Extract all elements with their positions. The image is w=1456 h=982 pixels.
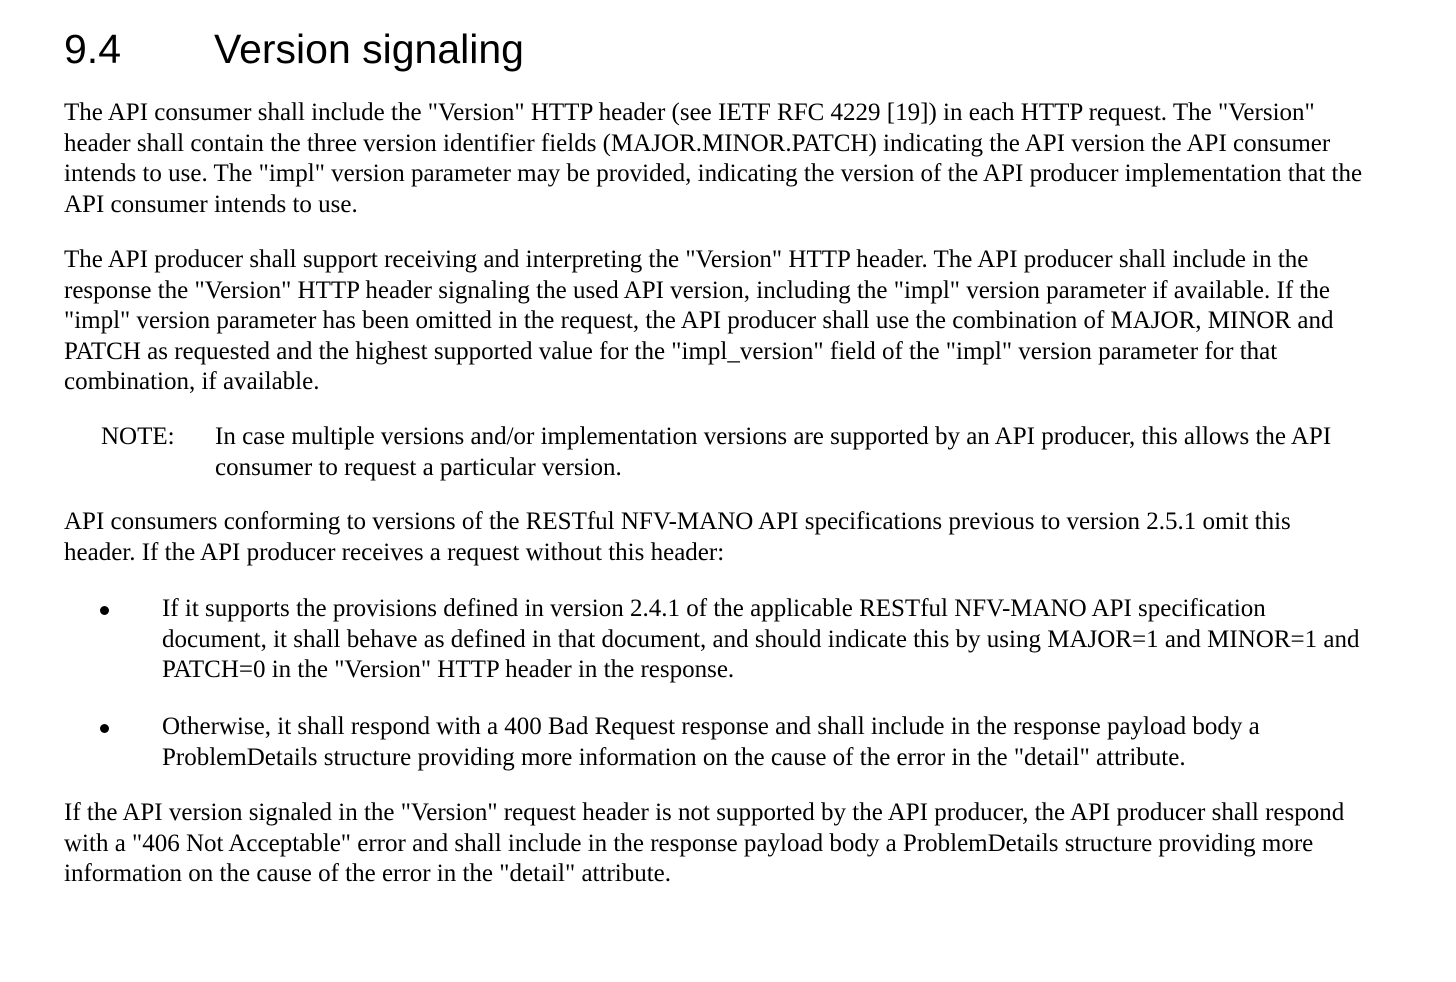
paragraph-version-header: The API consumer shall include the "Version" HTTP header (see IETF RFC 4229 [19]) in each HTTP request. The "Version" header shall contain the three version identifier fields (MAJOR.MINOR.PATCH) indicating the API version the API consumer intends to use. The "impl" version parameter may be provided, indicating the version of the API producer implementation that the API consumer intends to use. xyxy=(64,99,1363,218)
paragraph-legacy-consumers: API consumers conforming to versions of the RESTful NFV-MANO API specifications previous to version 2.5.1 omit this header. If the API producer receives a request without this header: xyxy=(64,508,1291,566)
list-item xyxy=(64,712,1364,773)
note-text: In case multiple versions and/or implementation versions are supported by an API producer, this allows the API consumer to request a particular version. xyxy=(215,423,1332,481)
section-number: 9.4 xyxy=(64,26,121,72)
paragraph-not-acceptable: If the API version signaled in the "Version" request header is not supported by the API producer, the API producer shall respond with a "406 Not Acceptable" error and shall include in the response payload body a ProblemDetails structure providing more information on the cause of the error in the "detail" attribute. xyxy=(64,799,1345,887)
list-item xyxy=(64,594,1364,686)
note-block xyxy=(101,422,1364,483)
bullet-icon xyxy=(100,606,109,615)
section-title: Version signaling xyxy=(214,26,524,72)
section-heading xyxy=(64,24,524,74)
paragraph-producer-support: The API producer shall support receiving and interpreting the "Version" HTTP header. The API producer shall include in the response the "Version" HTTP header signaling the used API version, including the "impl" version parameter if available. If the "impl" version parameter has been omitted in the request, the API producer shall use the combination of MAJOR, MINOR and PATCH as requested and the highest supported value for the "impl_version" field of the "impl" version parameter for that combination, if available. xyxy=(64,246,1334,395)
bullet-icon xyxy=(100,724,109,733)
list-item-text: Otherwise, it shall respond with a 400 Bad Request response and shall include in the response payload body a ProblemDetails structure providing more information on the cause of the error in the "detail" attribute. xyxy=(162,713,1260,771)
list-item-text: If it supports the provisions defined in version 2.4.1 of the applicable RESTful NFV-MANO API specification document, it shall behave as defined in that document, and should indicate this by using MAJOR=1 and MINOR=1 and PATCH=0 in the "Version" HTTP header in the response. xyxy=(162,595,1360,683)
note-label: NOTE: xyxy=(101,423,175,450)
